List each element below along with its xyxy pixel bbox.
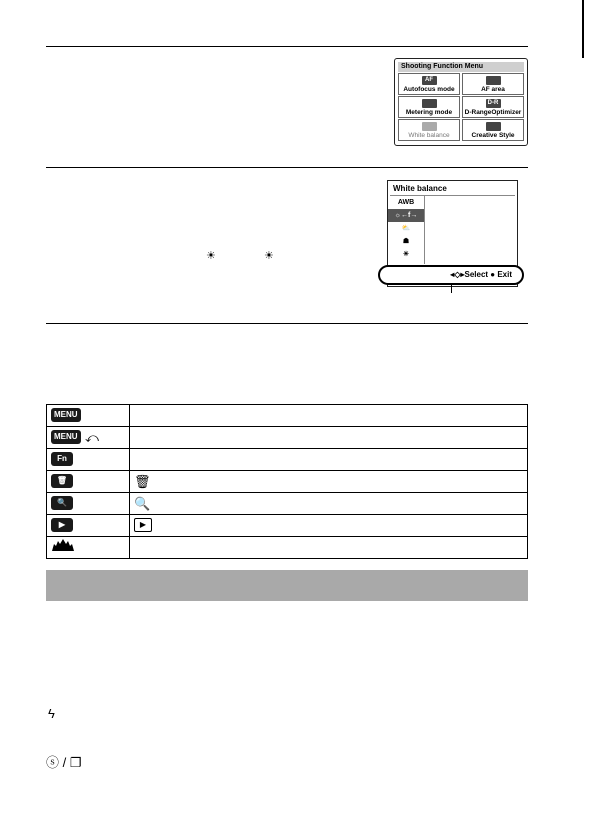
fn-button-icon: Fn <box>51 452 73 466</box>
menu-button-icon: MENU <box>51 408 81 422</box>
white-balance-icon <box>422 122 437 131</box>
menu-button-icon: MENU <box>51 430 81 444</box>
table-row <box>47 427 528 449</box>
tungsten-option[interactable]: ☀ <box>402 251 410 258</box>
playback-button-icon: ▶ <box>51 518 73 532</box>
d-range-icon: D-R <box>486 99 501 108</box>
zoom-button-icon: 🔍 <box>51 496 73 510</box>
control-dial-icon <box>51 538 75 552</box>
cloudy-option[interactable]: ☗ <box>402 238 410 245</box>
metering-icon <box>422 99 437 108</box>
button-table <box>46 404 528 559</box>
drive-mode-icon: ⓢ / ❐ <box>46 755 82 770</box>
creative-style-item[interactable]: Creative Style <box>462 119 524 141</box>
table-row <box>47 493 528 515</box>
delete-button-icon: 🗑 <box>51 474 73 488</box>
playback-icon: ▶ <box>134 518 152 532</box>
daylight-option[interactable]: ☼←f→ <box>388 209 424 222</box>
sun-icon: ☀ <box>206 250 216 262</box>
select-exit-bar: ◂◇▸Select ● Exit <box>378 265 524 285</box>
trash-icon: 🗑 <box>134 473 151 489</box>
shooting-menu-title: Shooting Function Menu <box>398 62 524 72</box>
af-icon: AF <box>422 76 437 85</box>
callout-pointer <box>451 285 452 293</box>
shooting-function-menu-screen <box>394 58 528 146</box>
af-area-icon <box>486 76 501 85</box>
creative-style-icon <box>486 122 501 131</box>
white-balance-item[interactable]: White balance <box>398 119 460 141</box>
white-balance-title: White balance <box>390 183 515 196</box>
section-header-band <box>46 570 528 601</box>
metering-mode-item[interactable]: Metering mode <box>398 96 460 118</box>
awb-option[interactable]: AWB <box>397 199 415 206</box>
autofocus-mode-item[interactable]: AF Autofocus mode <box>398 73 460 95</box>
af-area-item[interactable]: AF area <box>462 73 524 95</box>
table-row <box>47 537 528 559</box>
d-range-optimizer-item[interactable]: D-R D-RangeOptimizer <box>462 96 524 118</box>
shade-option[interactable]: ⛅ <box>401 225 411 232</box>
section-divider-bottom <box>46 323 528 324</box>
section-divider-middle <box>46 167 528 168</box>
table-row <box>47 449 528 471</box>
flash-icon: ϟ <box>48 706 55 721</box>
magnifier-icon: 🔍 <box>134 495 151 511</box>
margin-marker-line <box>582 0 584 58</box>
table-row <box>47 405 528 427</box>
table-row <box>47 515 528 537</box>
table-row <box>47 471 528 493</box>
section-divider-top <box>46 46 528 47</box>
sun-icon: ☀ <box>264 250 274 262</box>
white-balance-options <box>388 196 425 264</box>
return-arrow-icon: ⤺ <box>85 429 99 445</box>
